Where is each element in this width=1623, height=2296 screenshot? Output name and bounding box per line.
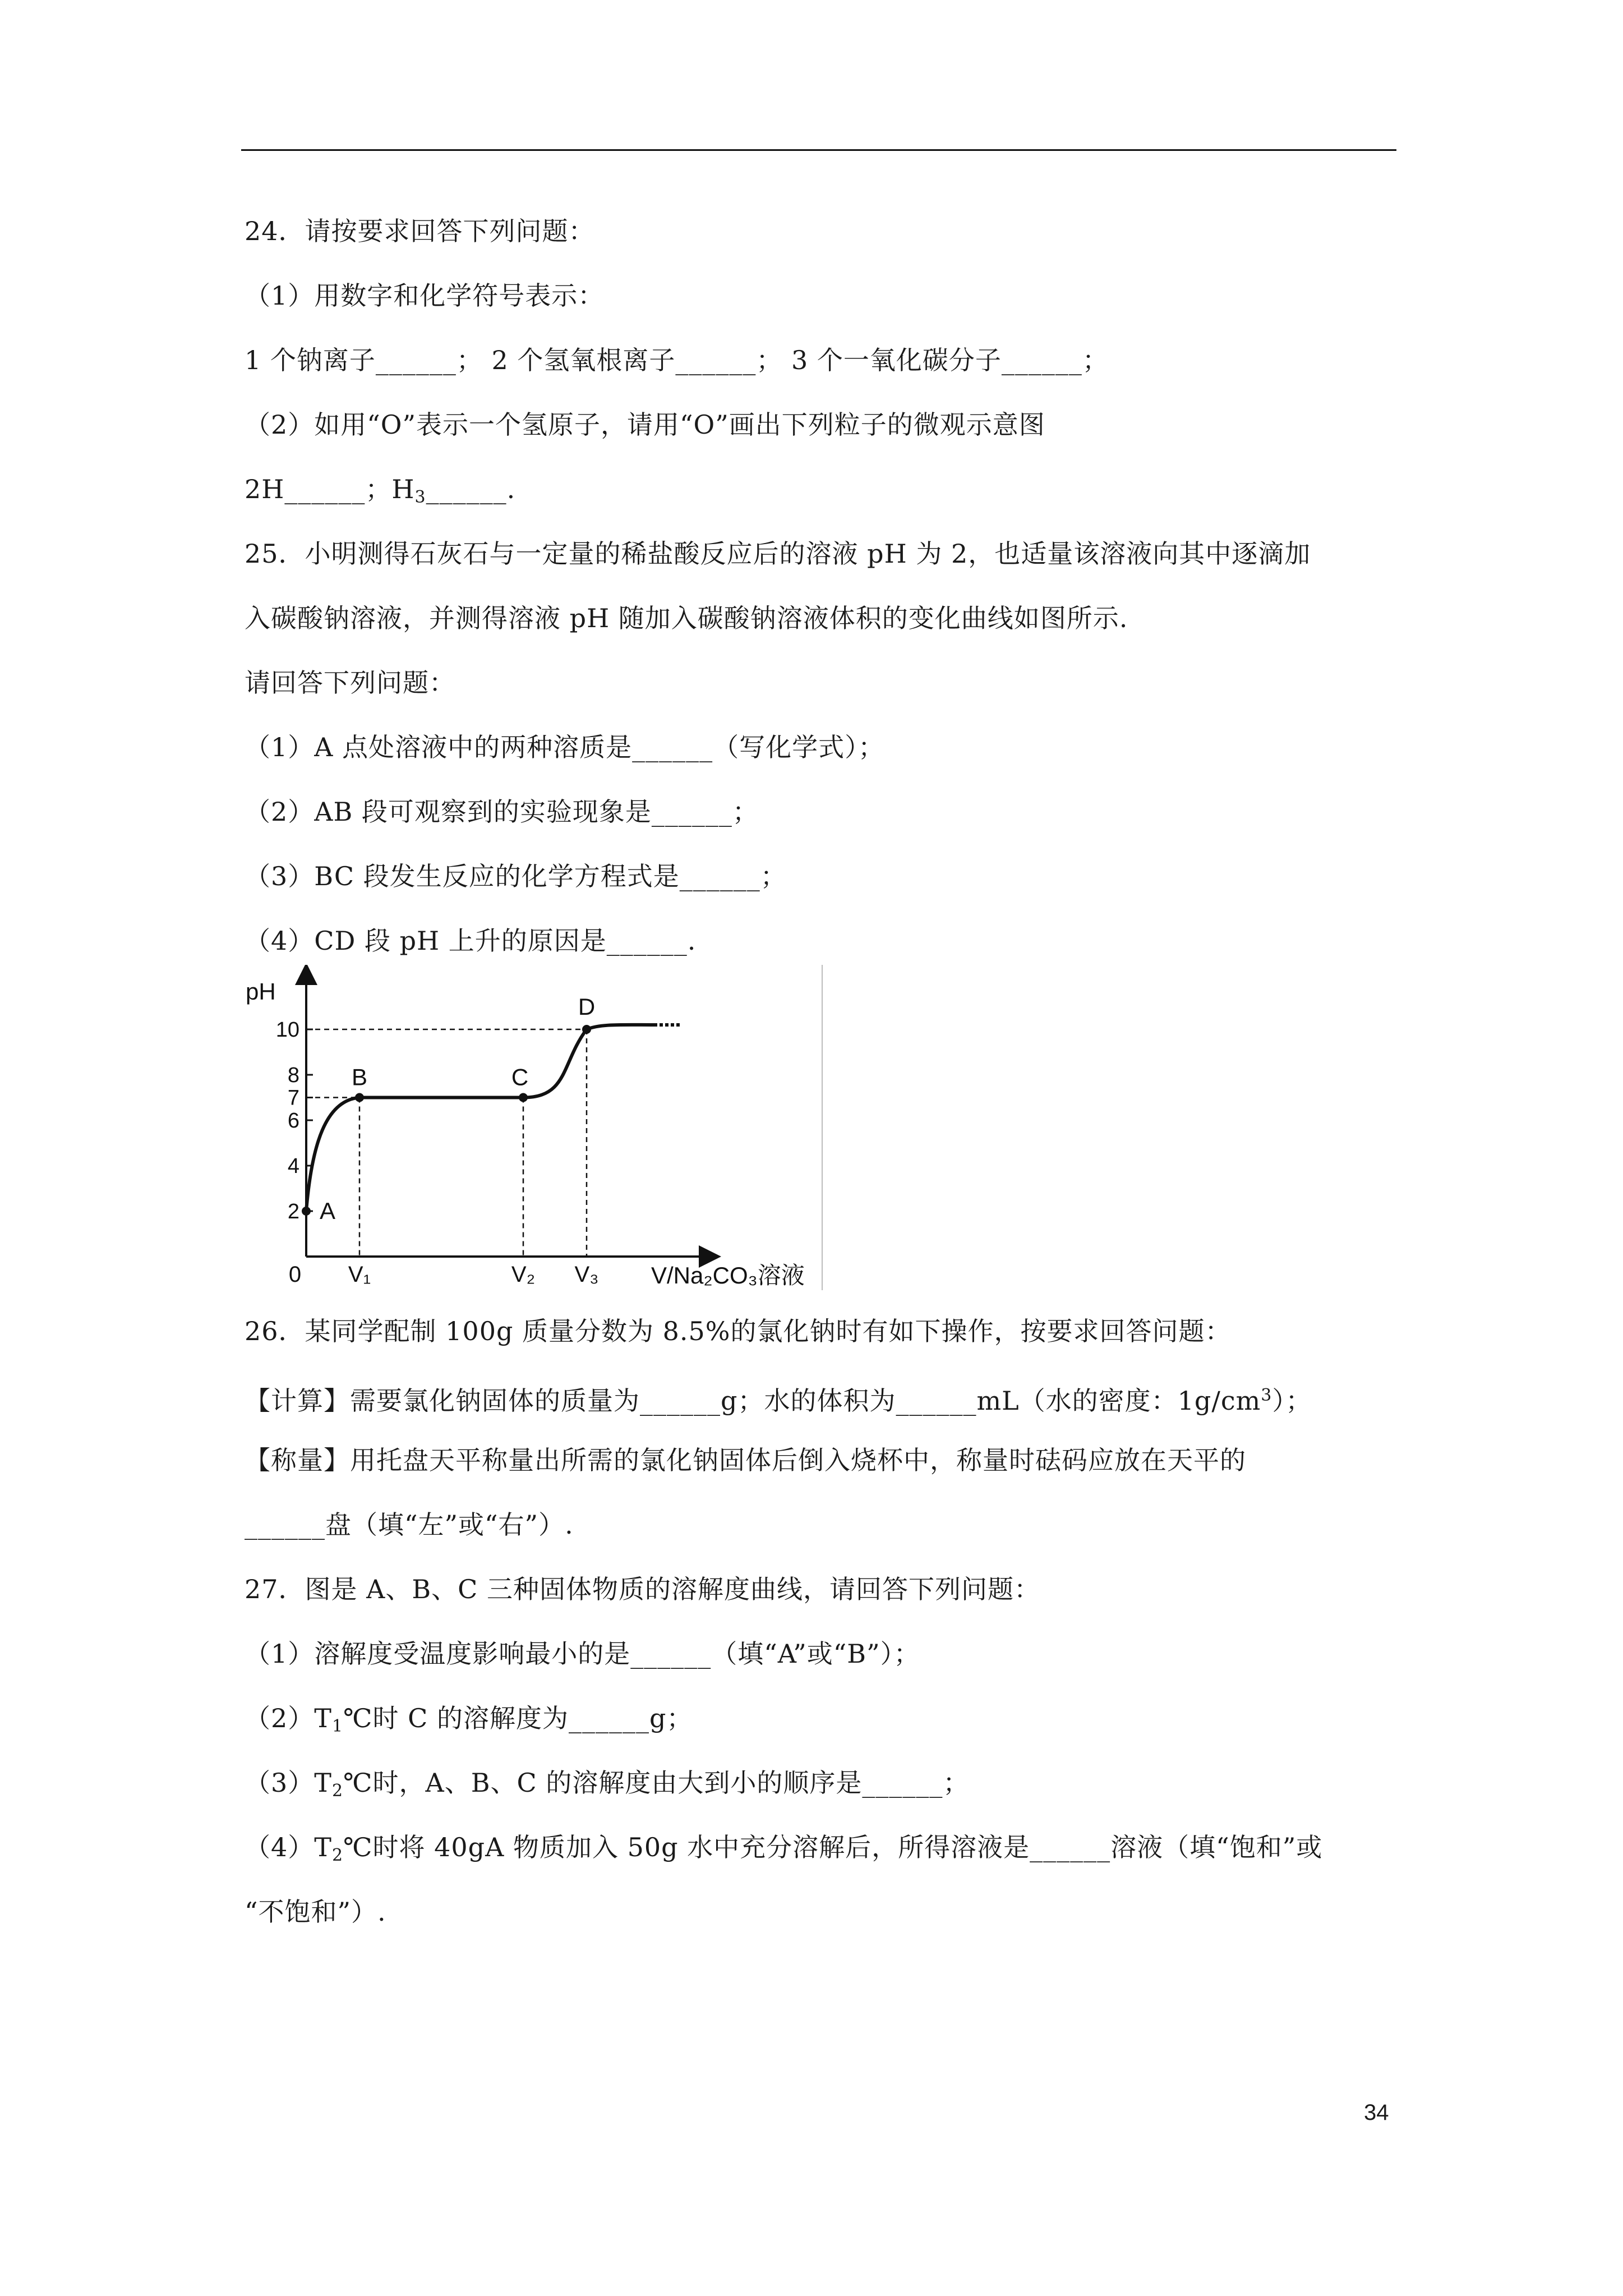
q24-title: 24．请按要求回答下列问题： — [245, 216, 595, 246]
point-c — [519, 1093, 528, 1102]
q26-weigh: 【称量】用托盘天平称量出所需的氯化钠固体后倒入烧杯中，称量时砝码应放在天平的 — [245, 1445, 1246, 1475]
q25-title-cont: 入碳酸钠溶液，并测得溶液 pH 随加入碳酸钠溶液体积的变化曲线如图所示. — [245, 603, 1128, 633]
q24-part1: （1）用数字和化学符号表示： — [245, 280, 605, 311]
q27-q2-subscript: 1 — [331, 1717, 344, 1736]
x-axis-label: V/Na₂CO₃溶液 — [651, 1262, 805, 1289]
q27-q3-text-a: （3）T — [245, 1768, 332, 1798]
q27-question-4 — [245, 1830, 1322, 1872]
header-rule — [241, 149, 1396, 151]
q27-question-4-cont: “不饱和”）. — [245, 1897, 386, 1927]
y-tick-label: 6 — [287, 1109, 299, 1133]
q24-part2-text-a: 2H______；H — [245, 474, 415, 504]
q27-q4-subscript: 2 — [331, 1846, 344, 1865]
q27-q2-text-b: ℃时 C 的溶解度为______g； — [343, 1703, 693, 1733]
q25-question-4: （4）CD 段 pH 上升的原因是______. — [245, 926, 697, 956]
q24-part2-text-b: ______. — [426, 474, 516, 504]
q25-question-2: （2）AB 段可观察到的实验现象是______； — [245, 797, 759, 827]
page-number: 34 — [1364, 2100, 1389, 2125]
q27-q4-text-b: ℃时将 40gA 物质加入 50g 水中充分溶解后，所得溶液是______溶液（填“饱和”或 — [343, 1832, 1323, 1862]
q25-question-3: （3）BC 段发生反应的化学方程式是______； — [245, 861, 787, 891]
q25-question-1: （1）A 点处溶液中的两种溶质是______（写化学式）； — [245, 732, 885, 762]
q27-question-3 — [245, 1766, 969, 1808]
point-label-b: B — [351, 1064, 368, 1091]
q25-prompt: 请回答下列问题： — [245, 668, 455, 698]
q24-part2-items — [245, 472, 515, 514]
x-tick-label: V₁ — [348, 1262, 371, 1287]
ph-chart — [245, 965, 833, 1290]
q26-title: 26．某同学配制 100g 质量分数为 8.5%的氯化钠时有如下操作，按要求回答问题： — [245, 1316, 1232, 1346]
point-label-d: D — [578, 993, 596, 1020]
q27-q3-text-b: ℃时，A、B、C 的溶解度由大到小的顺序是______； — [343, 1768, 970, 1798]
ph-curve — [306, 1025, 654, 1211]
q26-calc — [245, 1379, 1312, 1418]
q27-q3-subscript: 2 — [331, 1781, 344, 1801]
y-tick-label: 8 — [287, 1064, 299, 1087]
y-tick-label: 4 — [287, 1154, 299, 1178]
y-tick-label: 7 — [287, 1086, 299, 1110]
q27-q4-text-a: （4）T — [245, 1832, 332, 1862]
q27-q2-text-a: （2）T — [245, 1703, 332, 1733]
q25-title: 25．小明测得石灰石与一定量的稀盐酸反应后的溶液 pH 为 2，也适量该溶液向其中逐滴加 — [245, 539, 1311, 569]
q27-question-1: （1）溶解度受温度影响最小的是______（填“A”或“B”）； — [245, 1639, 920, 1669]
point-label-a: A — [320, 1198, 336, 1224]
q26-calc-text-b: ）； — [1272, 1386, 1312, 1416]
q26-calc-superscript: 3 — [1261, 1386, 1272, 1405]
q26-calc-text-a: 【计算】需要氯化钠固体的质量为______g；水的体积为______mL（水的密度：1g/cm — [245, 1386, 1261, 1416]
point-a — [302, 1207, 311, 1216]
q27-question-2 — [245, 1701, 693, 1743]
q26-weigh-cont: ______盘（填“左”或“右”）. — [245, 1510, 574, 1540]
q24-part2-subscript: 3 — [414, 487, 426, 507]
y-tick-label: 2 — [287, 1200, 299, 1223]
x-tick-label: 0 — [288, 1262, 302, 1287]
point-d — [582, 1025, 591, 1034]
y-tick-label: 10 — [275, 1018, 299, 1042]
q27-title: 27．图是 A、B、C 三种固体物质的溶解度曲线，请回答下列问题： — [245, 1574, 1040, 1604]
q24-part1-items: 1 个钠离子______； 2 个氢氧根离子______； 3 个一氧化碳分子______； — [245, 345, 1109, 375]
y-axis-label: pH — [246, 978, 276, 1005]
point-label-c: C — [511, 1064, 529, 1091]
point-b — [355, 1093, 364, 1102]
q24-part2: （2）如用“O”表示一个氢原子，请用“O”画出下列粒子的微观示意图 — [245, 409, 1045, 440]
x-tick-label: V₂ — [511, 1262, 536, 1287]
x-tick-label: V₃ — [574, 1262, 599, 1287]
